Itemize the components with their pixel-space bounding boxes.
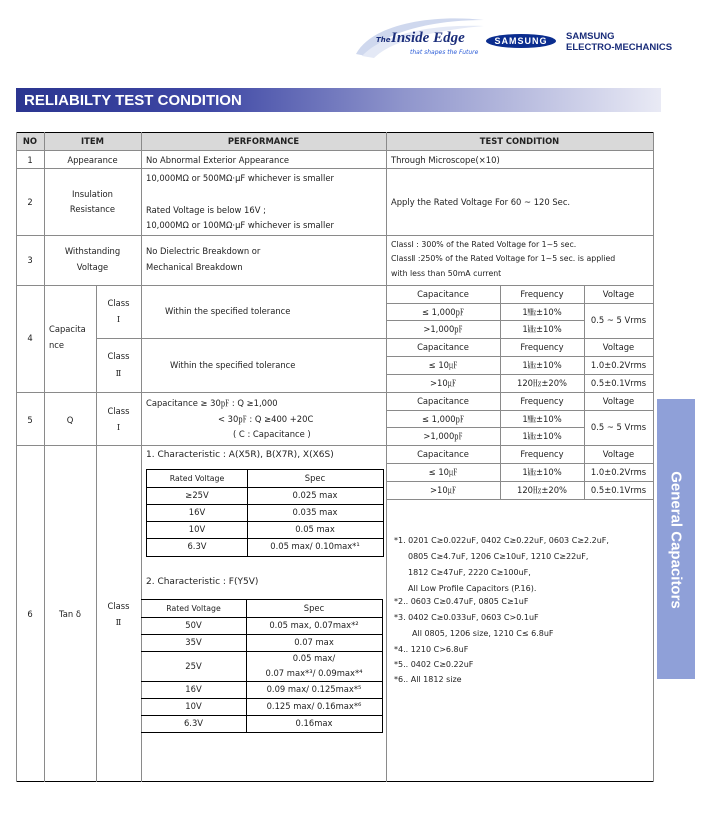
row4-class2-line2: Ⅱ — [115, 368, 122, 378]
row5-t-h-freq: Frequency — [520, 396, 564, 406]
row6-t-r2-freq: 120㎐±20% — [517, 485, 567, 495]
note-3a: *3. 0402 C≥0.033uF, 0603 C>0.1uF — [394, 613, 539, 622]
row4-t2-r2-cap: >10㎌ — [429, 378, 457, 388]
spec2-r6-spec: 0.16max — [295, 718, 333, 728]
row2-perf-line3: 10,000MΩ or 100MΩ·μF whichever is smaller — [146, 220, 334, 230]
spec2-r2-spec: 0.07 max — [294, 637, 334, 647]
note-4: *4.. 1210 C>6.8uF — [394, 645, 469, 654]
spec2-h-spec: Spec — [303, 603, 325, 613]
row4-t2-h-volt: Voltage — [602, 342, 635, 352]
note-6: *6.. All 1812 size — [394, 675, 462, 684]
spec1-r1-voltage: ≥25V — [185, 490, 209, 500]
spec2-r5-spec: 0.125 max/ 0.16max*⁶ — [266, 701, 362, 711]
spec2-r6-voltage: 6.3V — [183, 718, 204, 728]
row6-t-h-volt: Voltage — [602, 449, 635, 459]
row1-performance: No Abnormal Exterior Appearance — [146, 155, 290, 165]
row4-t2-r2-volt: 0.5±0.1Vrms — [590, 378, 647, 388]
sem-name-line2: ELECTRO-MECHANICS — [566, 42, 673, 53]
samsung-logo: SAMSUNG — [486, 34, 556, 48]
row6-item: Tan δ — [59, 609, 81, 619]
spec1-h-spec: Spec — [304, 473, 326, 483]
row3-item-line1: Withstanding — [64, 246, 121, 256]
row3-test-line2: ClassⅡ :250% of the Rated Voltage for 1~5 sec. is applied — [391, 254, 616, 263]
row6-t-r1-cap: ≤ 10㎌ — [428, 467, 458, 477]
row5-perf-line2: < 30㎊ : Q ≥400 +20C — [218, 414, 314, 424]
row2-item-line1: Insulation — [72, 189, 113, 199]
spec2-r1-spec: 0.05 max, 0.07max*² — [269, 620, 359, 630]
spec1-r3-voltage: 10V — [188, 524, 206, 534]
row4-item-line1: Capacita — [49, 324, 86, 334]
spec2-h-voltage: Rated Voltage — [166, 604, 221, 613]
row5-t-h-cap: Capacitance — [417, 396, 469, 406]
inside-edge-wordmark: Inside Edge — [391, 30, 465, 46]
spec1-h-voltage: Rated Voltage — [169, 474, 225, 483]
spec2-r3-voltage: 25V — [185, 661, 202, 671]
row6-class-line2: Ⅱ — [115, 617, 122, 627]
row6-t-h-cap: Capacitance — [417, 449, 469, 459]
row4-t2-h-cap: Capacitance — [417, 342, 469, 352]
row6-characteristic1: 1. Characteristic : A(X5R), B(X7R), X(X6S) — [146, 450, 334, 460]
row5-t-h-volt: Voltage — [602, 396, 635, 406]
row6-class-line1: Class — [107, 601, 130, 611]
row4-t1-r1-cap: ≤ 1,000㎊ — [421, 307, 465, 317]
row4-item-line2: nce — [49, 340, 65, 350]
row4-t2-r1-freq: 1㎑±10% — [522, 360, 562, 370]
spec2-r3-spec-line2: 0.07 max*³/ 0.09max*⁴ — [265, 668, 363, 678]
row6-characteristic2: 2. Characteristic : F(Y5V) — [146, 577, 259, 587]
row1-no: 1 — [27, 155, 33, 165]
row6-no: 6 — [27, 609, 33, 619]
row3-test-line1: ClassⅠ : 300% of the Rated Voltage for 1~5 sec. — [391, 240, 577, 249]
row3-item-line2: Voltage — [76, 262, 109, 272]
spec1-r3-spec: 0.05 max — [295, 524, 335, 534]
spec2-r4-spec: 0.09 max/ 0.125max*⁵ — [266, 684, 362, 694]
row4-t2-r1-cap: ≤ 10㎌ — [428, 360, 458, 370]
row2-item-line2: Resistance — [69, 204, 116, 214]
spec1-r2-voltage: 16V — [188, 507, 206, 517]
row4-class2-line1: Class — [107, 351, 130, 361]
row2-perf-line2: Rated Voltage is below 16V ; — [146, 205, 266, 215]
row4-t2-r2-freq: 120㎐±20% — [517, 378, 567, 388]
note-2: *2.. 0603 C≥0.47uF, 0805 C≥1uF — [394, 597, 529, 606]
note-1a: *1. 0201 C≥0.022uF, 0402 C≥0.22uF, 0603 C≥2.2uF, — [394, 536, 609, 545]
row5-perf-line1: Capacitance ≥ 30㎊ : Q ≥1,000 — [146, 398, 278, 408]
sem-name-line1: SAMSUNG — [566, 31, 615, 42]
inside-edge-tagline: that shapes the Future — [410, 49, 479, 56]
inside-edge-prefix: The — [376, 36, 391, 44]
note-5: *5.. 0402 C≥0.22uF — [394, 660, 474, 669]
spec1-r2-spec: 0.035 max — [292, 507, 338, 517]
row3-test-line3: with less than 50mA current — [391, 269, 502, 278]
header-item: ITEM — [81, 136, 104, 146]
row4-class1-line1: Class — [107, 298, 130, 308]
spec1-r4-spec: 0.05 max/ 0.10max*¹ — [270, 541, 360, 551]
row2-perf-line1: 10,000MΩ or 500MΩ·μF whichever is smaller — [146, 173, 334, 183]
row4-t1-h-cap: Capacitance — [417, 289, 469, 299]
spec2-r3-spec-line1: 0.05 max/ — [292, 653, 336, 663]
row4-no: 4 — [27, 333, 33, 343]
row5-t-r2-cap: >1,000㎊ — [423, 431, 463, 441]
row5-class-line2: Ⅰ — [116, 422, 121, 432]
row4-t1-r1-freq: 1㎒±10% — [522, 307, 562, 317]
row5-t-voltage: 0.5 ~ 5 Vrms — [590, 422, 647, 432]
row3-perf-line2: Mechanical Breakdown — [146, 262, 243, 272]
row5-perf-line3: ( C : Capacitance ) — [233, 429, 311, 439]
side-tab-label: General Capacitors — [667, 471, 685, 609]
row4-t1-r2-freq: 1㎑±10% — [522, 324, 562, 334]
row1-item: Appearance — [67, 155, 118, 165]
spec1-r1-spec: 0.025 max — [292, 490, 338, 500]
row3-perf-line1: No Dielectric Breakdown or — [146, 246, 261, 256]
row4-t1-h-volt: Voltage — [602, 289, 635, 299]
header-test-condition: TEST CONDITION — [479, 136, 560, 146]
spec-table-2 — [141, 599, 383, 733]
row6-t-r2-volt: 0.5±0.1Vrms — [590, 485, 647, 495]
row5-class-line1: Class — [107, 406, 130, 416]
row2-test: Apply the Rated Voltage For 60 ~ 120 Sec. — [391, 197, 571, 207]
row2-no: 2 — [27, 197, 33, 207]
spec2-r2-voltage: 35V — [185, 637, 202, 647]
note-3b: All 0805, 1206 size, 1210 C≤ 6.8uF — [412, 629, 554, 638]
row5-t-r2-freq: 1㎑±10% — [522, 431, 562, 441]
page-title: RELIABILTY TEST CONDITION — [24, 92, 242, 109]
row5-t-r1-freq: 1㎒±10% — [522, 414, 562, 424]
spec-table-1 — [146, 469, 384, 557]
row4-t2-r1-volt: 1.0±0.2Vrms — [590, 360, 647, 370]
row3-no: 3 — [27, 255, 33, 265]
header-performance: PERFORMANCE — [227, 136, 300, 146]
row6-t-r2-cap: >10㎌ — [429, 485, 457, 495]
spec2-r5-voltage: 10V — [185, 701, 202, 711]
note-1d: All Low Profile Capacitors (P.16). — [408, 584, 537, 593]
row4-t1-h-freq: Frequency — [520, 289, 564, 299]
row4-perf2: Within the specified tolerance — [170, 360, 296, 370]
row4-t1-r2-cap: >1,000㎊ — [423, 324, 463, 334]
note-1b: 0805 C≥4.7uF, 1206 C≥10uF, 1210 C≥22uF, — [408, 552, 589, 561]
row1-test: Through Microscope(×10) — [391, 155, 500, 165]
row4-perf1: Within the specified tolerance — [165, 306, 291, 316]
spec1-r4-voltage: 6.3V — [187, 541, 207, 551]
spec2-r1-voltage: 50V — [185, 620, 202, 630]
header-no: NO — [22, 136, 38, 146]
row6-t-h-freq: Frequency — [520, 449, 564, 459]
spec2-r4-voltage: 16V — [185, 684, 202, 694]
row5-t-r1-cap: ≤ 1,000㎊ — [421, 414, 465, 424]
note-1c: 1812 C≥47uF, 2220 C≥100uF, — [408, 568, 531, 577]
row4-class1-line2: Ⅰ — [116, 314, 121, 324]
row6-t-r1-freq: 1㎑±10% — [522, 467, 562, 477]
row4-t1-voltage: 0.5 ~ 5 Vrms — [590, 315, 647, 325]
row4-t2-h-freq: Frequency — [520, 342, 564, 352]
row5-no: 5 — [27, 415, 33, 425]
row5-item: Q — [66, 415, 74, 425]
row6-t-r1-volt: 1.0±0.2Vrms — [590, 467, 647, 477]
